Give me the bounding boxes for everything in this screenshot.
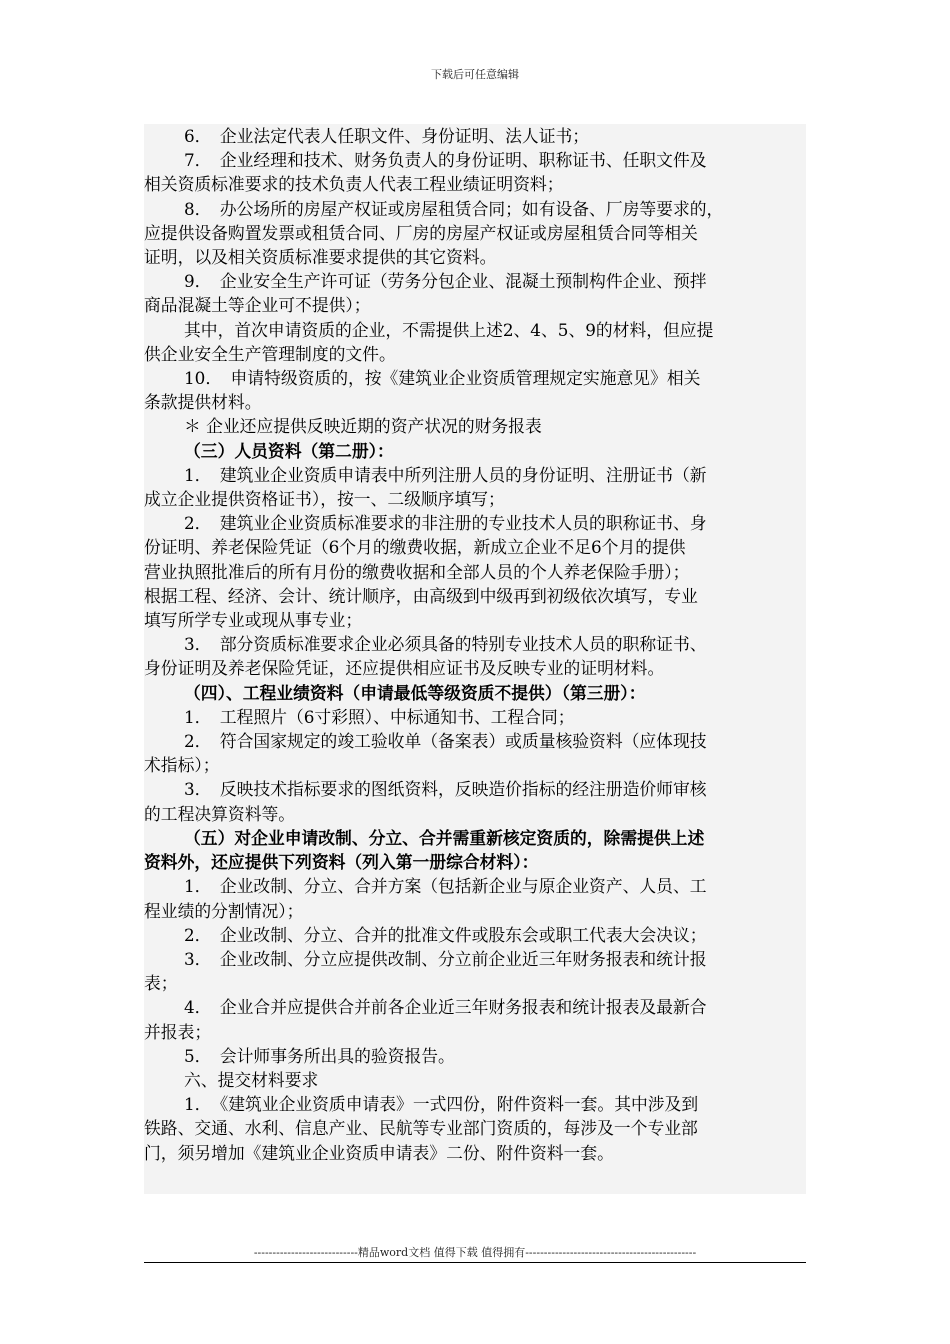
text-line: 术指标）； — [144, 755, 220, 776]
text-line: 填写所学专业或现从事专业； — [144, 610, 363, 631]
section-heading-line: 资料外，还应提供下列资料（列入第一册综合材料）： — [144, 852, 539, 873]
text-line: 2． 建筑业企业资质标准要求的非注册的专业技术人员的职称证书、身 — [184, 513, 707, 534]
text-line: 商品混凝土等企业可不提供）； — [144, 295, 371, 316]
section-heading-line: （五）对企业申请改制、分立、合并需重新核定资质的，除需提供上述 — [184, 827, 705, 848]
text-line: 门，须另增加《建筑业企业资质申请表》二份、附件资料一套。 — [144, 1142, 614, 1163]
section-heading-line: （四）、工程业绩资料（申请最低等级资质不提供）（第三册）： — [184, 682, 646, 703]
text-line: 2． 符合国家规定的竣工验收单（备案表）或质量核验资料（应体现技 — [184, 731, 707, 752]
footer-divider — [144, 1262, 806, 1263]
text-line: 程业绩的分割情况）； — [144, 900, 304, 921]
text-line: 1． 建筑业企业资质申请表中所列注册人员的身份证明、注册证书（新 — [184, 464, 707, 485]
text-line: 8． 办公场所的房屋产权证或房屋租赁合同；如有设备、厂房等要求的， — [184, 198, 724, 219]
section-heading-line: （三）人员资料（第二册）： — [184, 440, 394, 461]
text-line: 的工程决算资料等。 — [144, 803, 296, 824]
text-line: 5． 会计师事务所出具的验资报告。 — [184, 1045, 455, 1066]
text-line: 其中，首次申请资质的企业，不需提供上述2、4、5、9的材料，但应提 — [184, 319, 714, 340]
text-line: 成立企业提供资格证书），按一、二级顺序填写； — [144, 489, 505, 510]
text-line: 1． 工程照片（6寸彩照）、中标通知书、工程合同； — [184, 706, 575, 727]
text-line: 营业执照批准后的所有月份的缴费收据和全部人员的个人养老保险手册）； — [144, 561, 690, 582]
text-line: 份证明、养老保险凭证（6个月的缴费收据，新成立企业不足6个月的提供 — [144, 537, 686, 558]
text-line: 根据工程、经济、会计、统计顺序，由高级到中级再到初级依次填写，专业 — [144, 585, 698, 606]
text-line: 4． 企业合并应提供合并前各企业近三年财务报表和统计报表及最新合 — [184, 997, 707, 1018]
text-line: 相关资质标准要求的技术负责人代表工程业绩证明资料； — [144, 174, 564, 195]
text-line: 铁路、交通、水利、信息产业、民航等专业部门资质的，每涉及一个专业部 — [144, 1118, 698, 1139]
text-line: 应提供设备购置发票或租赁合同、厂房的房屋产权证或房屋租赁合同等相关 — [144, 222, 698, 243]
text-line: 证明，以及相关资质标准要求提供的其它资料。 — [144, 247, 497, 268]
text-line: 7． 企业经理和技术、财务负责人的身份证明、职称证书、任职文件及 — [184, 150, 707, 171]
text-line: 10． 申请特级资质的，按《建筑业企业资质管理规定实施意见》相关 — [184, 368, 701, 389]
document-body — [144, 124, 806, 1194]
text-line: 6． 企业法定代表人任职文件、身份证明、法人证书； — [184, 126, 590, 146]
text-line: 1． 企业改制、分立、合并方案（包括新企业与原企业资产、人员、工 — [184, 876, 707, 897]
page-footer: ----------------------------精品word文档 值得下载 值得拥有---------------------------------------------- — [253, 1246, 697, 1259]
text-line: ＊ 企业还应提供反映近期的资产状况的财务报表 — [184, 416, 542, 437]
text-line: 3． 企业改制、分立应提供改制、分立前企业近三年财务报表和统计报 — [184, 948, 707, 969]
text-line: 1． 《建筑业企业资质申请表》一式四份，附件资料一套。其中涉及到 — [184, 1094, 699, 1115]
text-line: 条款提供材料。 — [144, 392, 262, 413]
text-line: 2． 企业改制、分立、合并的批准文件或股东会或职工代表大会决议； — [184, 924, 707, 945]
text-line: 六、提交材料要求 — [184, 1069, 319, 1090]
text-line: 身份证明及养老保险凭证，还应提供相应证书及反映专业的证明材料。 — [144, 658, 665, 679]
text-line: 9． 企业安全生产许可证（劳务分包企业、混凝土预制构件企业、预拌 — [184, 271, 707, 292]
text-line: 3． 反映技术指标要求的图纸资料，反映造价指标的经注册造价师审核 — [184, 779, 707, 800]
page-header: 下载后可任意编辑 — [431, 68, 519, 81]
text-line: 3． 部分资质标准要求企业必须具备的特别专业技术人员的职称证书、 — [184, 634, 707, 655]
text-line: 表； — [144, 973, 178, 994]
text-line: 供企业安全生产管理制度的文件。 — [144, 343, 396, 364]
text-line: 并报表； — [144, 1021, 212, 1042]
